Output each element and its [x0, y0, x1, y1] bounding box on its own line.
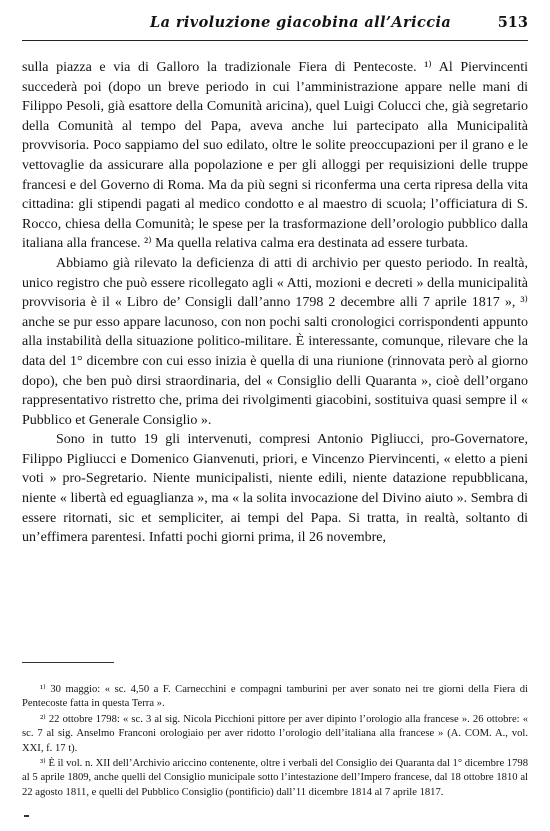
footnotes	[22, 683, 528, 801]
footnote: ³⁾ È il vol. n. XII dell’Archivio ariccino contenente, oltre i verbali del Consiglio dei Quaranta dal 1° dicembre 1798 al 5 aprile 1809, anche quelli del Consiglio municipale sotto l’intestazione dell’Impero francese, dal 18 ottobre 1810 al 22 agosto 1811, e quelli del Pubblico Consiglio (pontificio) dall’11 dicembre 1814 al 7 aprile 1817.	[22, 758, 528, 798]
main-text	[22, 58, 528, 548]
footnote: ¹⁾ 30 maggio: « sc. 4,50 a F. Carnecchini e compagni tamburini per aver sonato nei tre giorni della Fiera di Pentecoste fatta in questa Terra ».	[22, 684, 528, 710]
paragraph: Abbiamo già rilevato la deficienza di atti di archivio per questo periodo. In realtà, unico registro che può essere ricollegato agli « Atti, mozioni e decreti » della municipalità provvisoria è il « Libro de’ Consigli dall’anno 1798 2 decembre alli 7 aprile 1817 », ³⁾ anche se pur esso appare lacunoso, con non pochi salti cronologici corrispondenti appunto alla instabilità della situazione politico-militare. È interessante, comunque, rilevare che la data del 1° dicembre con cui esso inizia è quella di una riunione (rinnovata però al giorno dopo), che ben può dirsi straordinaria, del « Consiglio delli Quaranta », cioè dell’organo rappresentativo ristretto che, prima dei rivolgimenti giacobini, sostituiva quasi sempre il « Pubblico et Generale Consiglio ».	[22, 255, 528, 428]
paragraph: Sono in tutto 19 gli intervenuti, compresi Antonio Pigliucci, pro-Governatore, Filippo Pigliucci e Domenico Gianvenuti, priori, e Vincenzo Piervincenti, « eletto a pieni voti » pro-Segretario. Niente municipalisti, niente edili, niente datazione repubblicana, niente « libertà ed eguaglianza », ma « la solita invocazione del Divino aiuto ». Sembra di essere ritornati, sic et sempliciter, ai tempi del Papa. Si tratta, in realtà, soltanto di un’effimera parentesi. Infatti pochi giorni prima, il 26 novembre,	[22, 432, 528, 546]
margin-mark	[24, 815, 29, 817]
page-number: 513	[497, 14, 528, 31]
footnote-separator	[22, 662, 114, 663]
header-rule	[22, 40, 528, 41]
running-header	[44, 12, 528, 34]
footnote: ²⁾ 22 ottobre 1798: « sc. 3 al sig. Nicola Picchioni pittore per aver dipinto l’orologio alla francese ». 26 ottobre: « sc. 7 al sig. Anselmo Franconi orologiaio per aver ridotto l’orologio dell’italiana alla francese » (A. COM. A., vol. XXI, f. 17 t).	[22, 713, 528, 754]
running-title: La rivoluzione giacobina all’Ariccia	[150, 14, 452, 31]
paragraph: sulla piazza e via di Galloro la tradizionale Fiera di Pentecoste. ¹⁾ Al Piervincenti succederà poi (dopo un breve periodo in cui l’amministrazione appare nelle mani di Filippo Pesoli, già esattore della Comunità aricina), quel Luigi Colucci che, già segretario della Comunità al tempo del Papa, aveva anche lui partecipato alla Municipalità provvisoria. Poco sappiamo del suo edilato, oltre le solite preoccupazioni per il grano e le vettovaglie da assicurare alla popolazione e per gli alloggi per requisizioni delle truppe francesi e del Governo di Roma. Ma da più segni si riconferma una certa ripresa della vita cittadina: gli stipendi pagati al medico condotto e al maestro di scuola; l’officiatura di S. Rocco, chiesa della Comunità; le spese per la trasformazione dell’orologio pubblico dalla italiana alla francese. ²⁾ Ma quella relativa calma era destinata ad essere turbata.	[22, 60, 528, 252]
